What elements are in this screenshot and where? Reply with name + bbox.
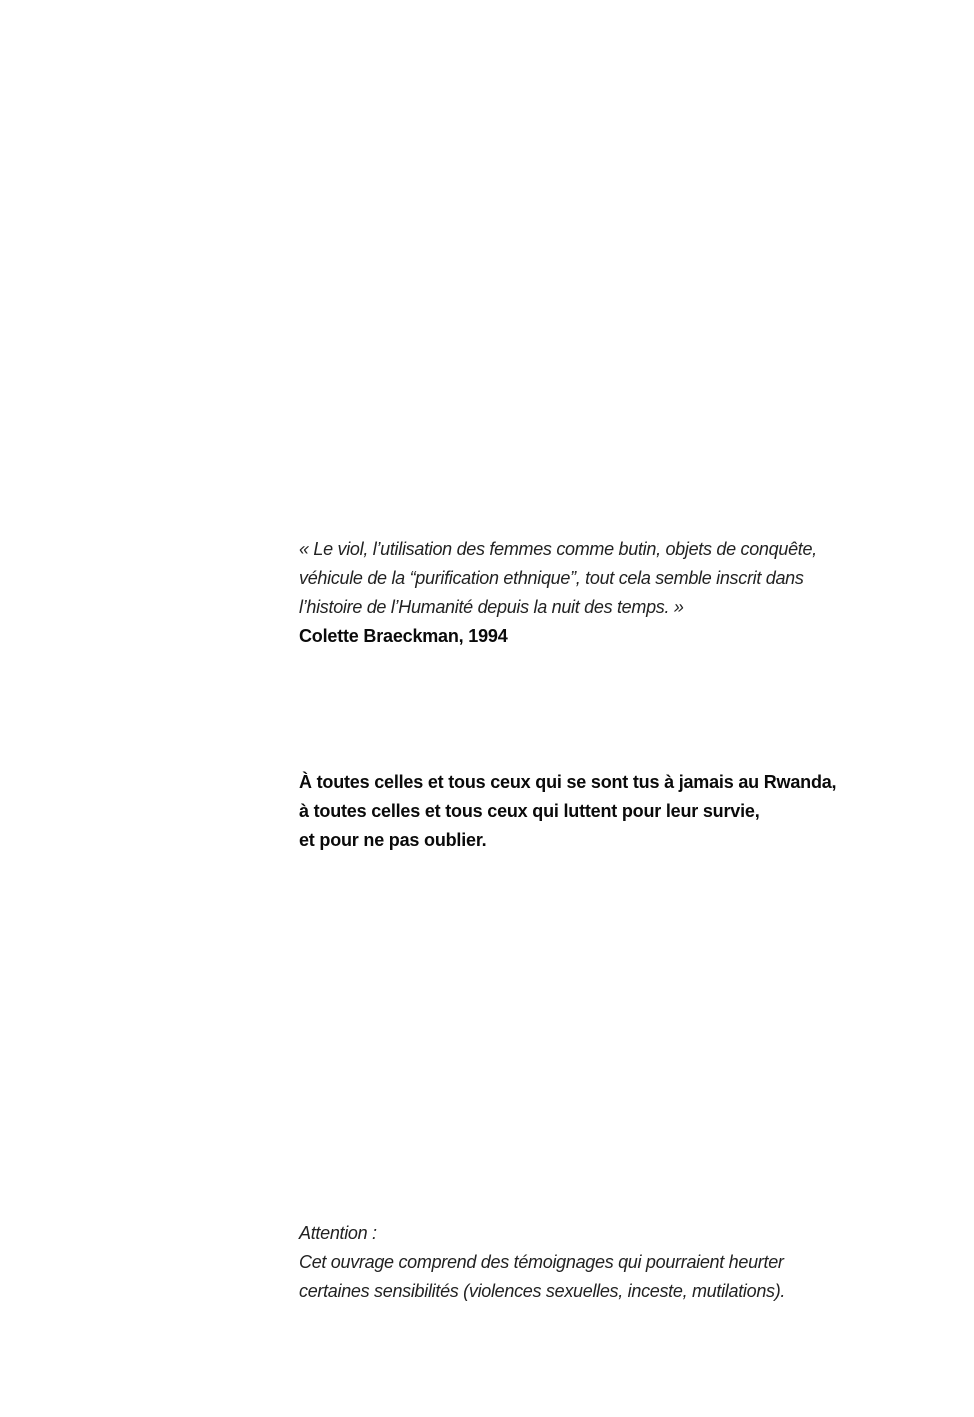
dedication xyxy=(299,768,899,855)
warning-line: Cet ouvrage comprend des témoignages qui pourraient heurter xyxy=(299,1252,784,1272)
warning-heading: Attention : xyxy=(299,1223,377,1243)
epigraph xyxy=(299,535,899,651)
epigraph-quote-line: l’histoire de l’Humanité depuis la nuit des temps. » xyxy=(299,597,684,617)
dedication-line: à toutes celles et tous ceux qui luttent pour leur survie, xyxy=(299,801,760,821)
epigraph-quote-line: « Le viol, l’utilisation des femmes comme butin, objets de conquête, xyxy=(299,539,817,559)
dedication-line: À toutes celles et tous ceux qui se sont tus à jamais au Rwanda, xyxy=(299,772,837,792)
dedication-line: et pour ne pas oublier. xyxy=(299,830,487,850)
epigraph-quote-line: véhicule de la “purification ethnique”, tout cela semble inscrit dans xyxy=(299,568,804,588)
epigraph-attribution: Colette Braeckman, 1994 xyxy=(299,626,508,646)
warning-line: certaines sensibilités (violences sexuelles, inceste, mutilations). xyxy=(299,1281,786,1301)
content-warning xyxy=(299,1219,899,1306)
